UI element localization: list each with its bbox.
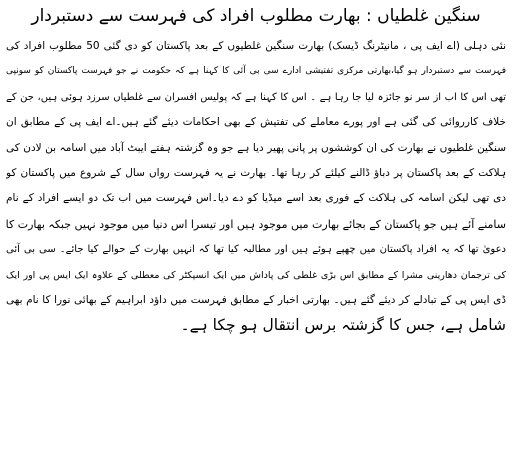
article-line: نئی دہلی (اے ایف پی ، مانیٹرنگ ڈیسک) بھارت سنگین غلطیوں کے بعد پاکستان کو دی گئی 50 مطلوب افراد کی	[6, 40, 506, 52]
article-line: ہلاکت کے بعد پاکستان پر دباؤ ڈالنے کیلئے کر رہا تھا۔ بھارت نے یہ فہرست رواں سال کے شروع میں پاکستان کو	[6, 166, 506, 179]
news-article	[6, 0, 506, 462]
article-body	[6, 34, 506, 339]
article-line: فہرست سے دستبردار ہو گیا،بھارتی مرکزی تفتیشی ادارے سی بی آئی کا کہنا ہے کہ حکومت نے جو فہرست پاکستان کو سونپی	[6, 66, 506, 77]
article-line: دعویٰ تھا کہ یہ افراد پاکستان میں چھپے ہوئے ہیں اور مطالبہ کیا تھا کہ انہیں بھارت کے حوالے کیا جائے۔ سی بی آئی	[6, 244, 506, 256]
article-line: شامل ہے، جس کا گزشتہ برس انتقال ہو چکا ہے۔	[180, 316, 506, 335]
article-headline: سنگین غلطیاں : بھارت مطلوب افراد کی فہرست سے دستبردار	[31, 6, 481, 26]
article-line: دی تھی لیکن اسامہ کی ہلاکت کے فوری بعد اسے میڈیا کو دے دیا۔اس فہرست میں اب تک دو ایسے افراد کے نام	[6, 192, 506, 205]
article-line: سنگین غلطیوں نے بھارت کی ان کوششوں پر پانی پھیر دیا ہے جو وہ گزشتہ ہفتے ایبٹ آباد میں اسامہ بن لادن کی	[6, 141, 506, 154]
article-line: تھی اس کا اب از سر نو جائزہ لیا جا رہا ہے ۔ اس کا کہنا ہے کہ پولیس افسران سے غلطیاں سرزد ہوئی ہیں، جن کے	[6, 91, 506, 103]
article-line: ڈی ایس پی کے تبادلے کر دیئے گئے ہیں۔ بھارتی اخبار کے مطابق فہرست میں داؤد ابراہیم کے بھائی نورا کا نام بھی	[6, 293, 506, 306]
article-line: خلاف کارروائی کی گئی ہے اور پورے معاملے کی تفتیش کے بھی احکامات دیئے گئے ہیں۔اے ایف پی کے مطابق ان	[6, 116, 506, 129]
article-line: سامنے آئے ہیں جو پاکستان کے بجائے بھارت میں موجود ہیں اور تیسرا اس دنیا میں موجود نہیں جبکہ بھارت کا	[6, 217, 506, 231]
article-line: کی ترجمان دھارینی مشرا کے مطابق اس بڑی غلطی کی پاداش میں ایک انسپکٹر کی معطلی کے علاوہ ایک ایس پی اور ایک	[6, 269, 506, 281]
